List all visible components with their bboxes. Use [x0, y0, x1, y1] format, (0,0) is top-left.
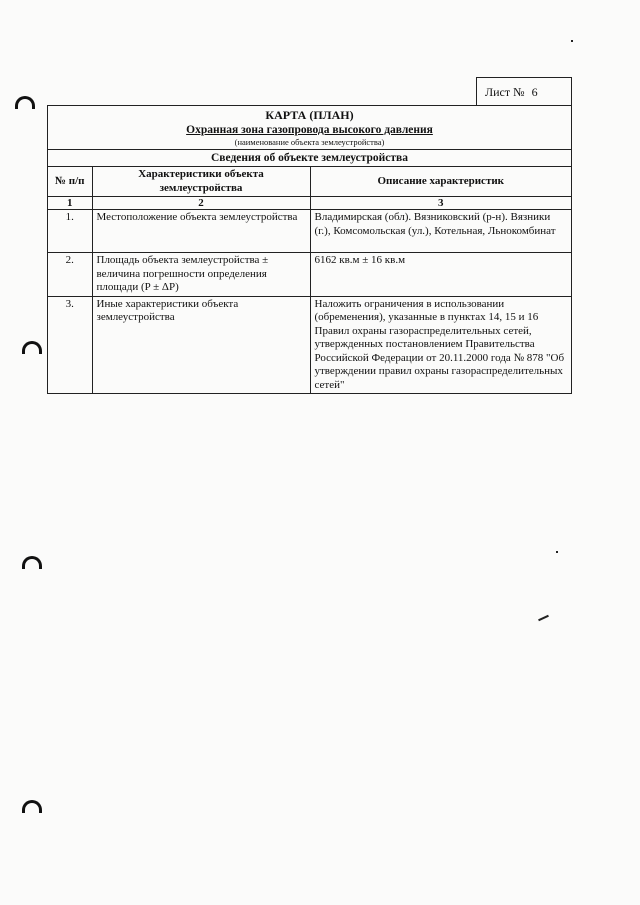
col-header-num: № п/п	[48, 167, 92, 197]
scan-speck	[571, 40, 573, 42]
table-row	[48, 296, 571, 393]
scan-speck	[556, 551, 558, 553]
row-characteristic: Площадь объекта землеустройства ± величина погрешности определения площади (P ± ΔP)	[92, 253, 310, 297]
hole-punch-mark	[15, 96, 35, 109]
column-numbers-row	[48, 197, 571, 210]
characteristics-table	[48, 167, 571, 393]
object-name: Охранная зона газопровода высокого давления	[186, 124, 433, 136]
table-row	[48, 253, 571, 297]
hole-punch-mark	[22, 556, 42, 569]
form-title: КАРТА (ПЛАН)	[265, 108, 354, 122]
col-header-description: Описание характеристик	[310, 167, 571, 197]
table-row	[48, 210, 571, 253]
row-description: Наложить ограничения в использовании (обременения), указанные в пунктах 14, 15 и 16 Правил охраны газораспределительных сетей, утвержденных постановлением Правительства Российской Федерации от 20.11.2000 года № 878 "Об утверждении правил охраны газораспределительных сетей"	[310, 296, 571, 393]
sheet-number-box	[476, 77, 572, 105]
document-form	[47, 105, 572, 394]
hole-punch-mark	[22, 341, 42, 354]
form-header	[48, 106, 571, 150]
sheet-number: 6	[531, 85, 538, 99]
column-number: 2	[92, 197, 310, 210]
col-header-characteristic: Характеристики объекта землеустройства	[92, 167, 310, 197]
row-number: 1.	[48, 210, 92, 253]
row-number: 2.	[48, 253, 92, 297]
row-number: 3.	[48, 296, 92, 393]
object-name-caption: (наименование объекта землеустройства)	[234, 137, 385, 147]
sheet-label: Лист №	[485, 85, 525, 99]
scan-speck	[538, 615, 549, 621]
row-characteristic: Иные характеристики объекта землеустройства	[92, 296, 310, 393]
section-title: Сведения об объекте землеустройства	[48, 150, 571, 167]
row-characteristic: Местоположение объекта землеустройства	[92, 210, 310, 253]
row-description: Владимирская (обл). Вязниковский (р-н). Вязники (г.), Комсомольская (ул.), Котельная, Льнокомбинат	[310, 210, 571, 253]
column-number: 3	[310, 197, 571, 210]
row-description: 6162 кв.м ± 16 кв.м	[310, 253, 571, 297]
column-number: 1	[48, 197, 92, 210]
table-header-row	[48, 167, 571, 197]
hole-punch-mark	[22, 800, 42, 813]
